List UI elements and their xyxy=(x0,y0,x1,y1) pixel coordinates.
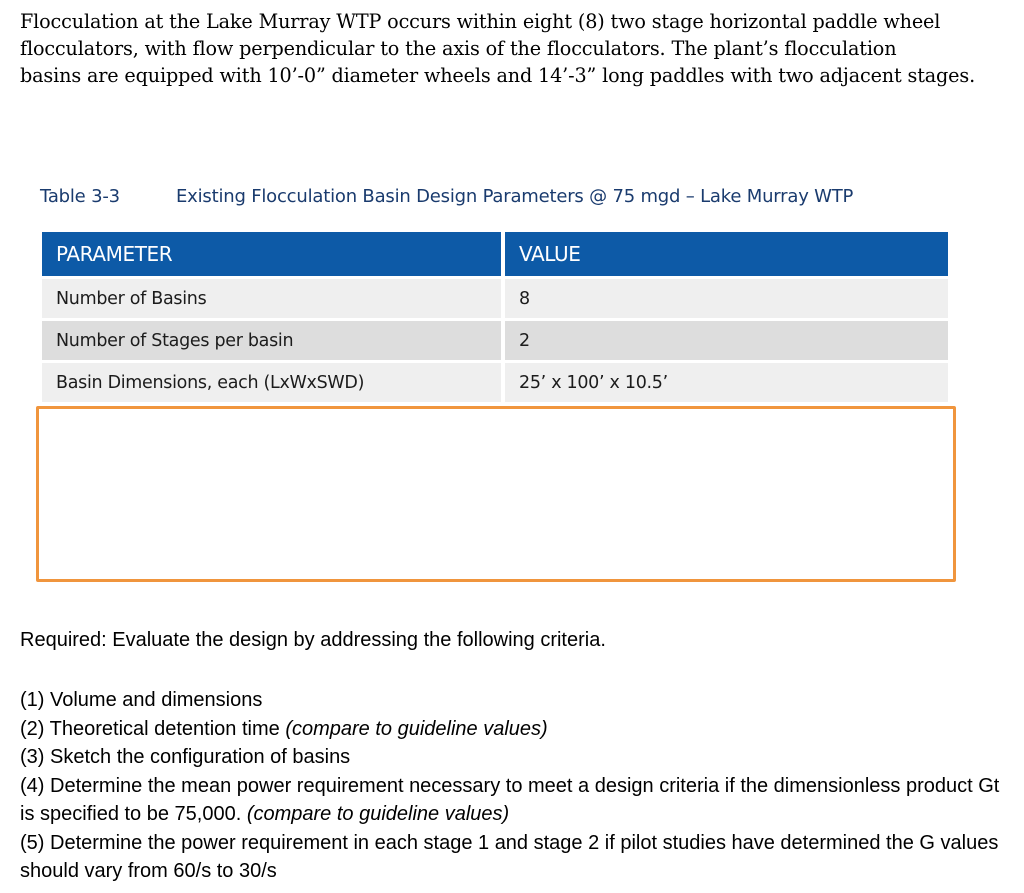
criteria-item xyxy=(20,743,1010,772)
criteria-text: (5) Determine the power requirement in each stage 1 and stage 2 if pilot studies have determined the G values should vary from 60/s to 30/s xyxy=(20,831,999,882)
criteria-note: (compare to guideline values) xyxy=(246,803,510,825)
column-header-parameter: PARAMETER xyxy=(42,232,501,276)
intro-line: flocculators, with flow perpendicular to the axis of the flocculators. The plant’s flocculation xyxy=(20,37,897,60)
value-cell: 25’ x 100’ x 10.5’ xyxy=(505,363,948,402)
criteria-text: (4) Determine the mean power requirement necessary to meet a design criteria if the dimensionless product Gt is specified to be 75,000. xyxy=(20,774,1000,825)
table-row xyxy=(42,279,948,318)
criteria-text: (2) Theoretical detention time xyxy=(20,717,286,740)
table-caption xyxy=(40,186,853,207)
required-statement: Required: Evaluate the design by addressing the following criteria. xyxy=(20,629,606,651)
table-header-row xyxy=(42,232,948,276)
intro-paragraph xyxy=(20,8,1010,89)
table-caption-number: Table 3-3 xyxy=(40,186,120,207)
table-row xyxy=(42,363,948,402)
criteria-note: (compare to guideline values) xyxy=(285,717,548,740)
intro-line: Flocculation at the Lake Murray WTP occurs within eight (8) two stage horizontal paddle wheel xyxy=(20,10,941,33)
criteria-item xyxy=(20,772,1010,829)
intro-line: basins are equipped with 10’-0” diameter wheels and 14’-3” long paddles with two adjacent stages. xyxy=(20,64,976,87)
criteria-text: (3) Sketch the configuration of basins xyxy=(20,746,351,768)
table-row xyxy=(42,321,948,360)
criteria-item xyxy=(20,686,1010,715)
column-header-value: VALUE xyxy=(505,232,948,276)
criteria-text: (1) Volume and dimensions xyxy=(20,689,263,711)
design-parameters-table xyxy=(38,229,952,405)
value-cell: 2 xyxy=(505,321,948,360)
value-cell: 8 xyxy=(505,279,948,318)
parameter-cell: Number of Stages per basin xyxy=(42,321,501,360)
table-caption-title: Existing Flocculation Basin Design Parameters @ 75 mgd – Lake Murray WTP xyxy=(176,186,854,207)
parameter-cell: Basin Dimensions, each (LxWxSWD) xyxy=(42,363,501,402)
highlight-box xyxy=(36,406,956,582)
criteria-item xyxy=(20,829,1010,886)
criteria-list xyxy=(20,686,1010,886)
criteria-item xyxy=(20,715,1010,744)
parameter-cell: Number of Basins xyxy=(42,279,501,318)
